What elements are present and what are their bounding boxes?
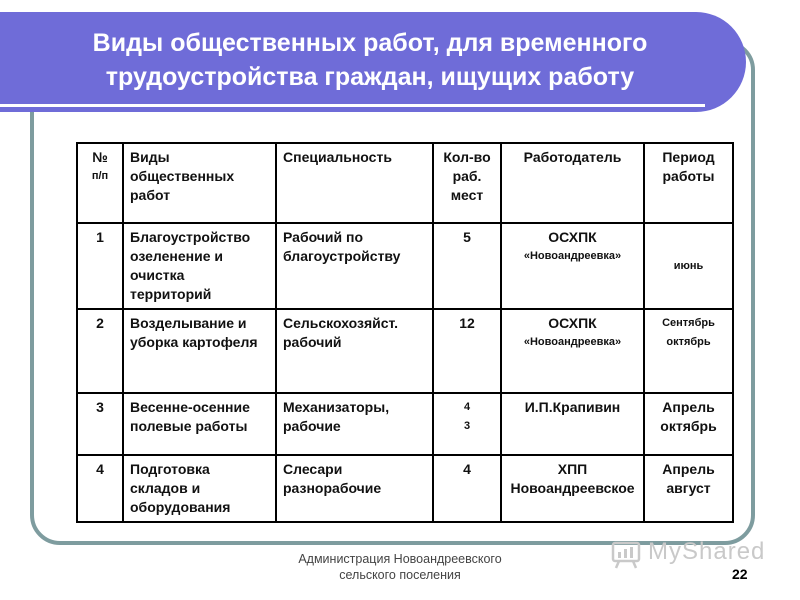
footer-line2: сельского поселения [339, 568, 461, 582]
employer-line1: ОСХПК [548, 315, 597, 331]
places-line1: 4 [463, 401, 471, 413]
row-num: 4 [77, 455, 123, 522]
page-number: 22 [732, 566, 748, 582]
row-type: Подготовка складов и оборудования [123, 455, 276, 522]
row-specialty: Сельскохозяйст. рабочий [276, 309, 433, 393]
period-line1: Апрель [662, 461, 715, 477]
row-employer [501, 223, 644, 309]
row-num: 1 [77, 223, 123, 309]
header-type: Виды общественных работ [123, 143, 276, 223]
row-places: 12 [433, 309, 501, 393]
period-line1: июнь [673, 259, 704, 272]
period-line1: Сентябрь [662, 317, 715, 329]
presentation-icon [610, 540, 644, 570]
table-row [77, 309, 733, 393]
employer-line1: ХПП [557, 461, 588, 477]
row-type: Благоустройство озеленение и очистка территорий [123, 223, 276, 309]
employer-line2: «Новоандреевка» [523, 250, 622, 262]
row-period [644, 455, 733, 522]
employer-line2: «Новоандреевка» [523, 336, 622, 348]
row-places [433, 393, 501, 455]
table-row [77, 223, 733, 309]
title-line-1: Виды общественных работ, для временного [92, 29, 648, 57]
row-employer [501, 309, 644, 393]
row-period [644, 393, 733, 455]
title-underline [0, 104, 705, 107]
header-period: Период работы [644, 143, 733, 223]
row-employer [501, 393, 644, 455]
row-places: 4 [433, 455, 501, 522]
period-line1: Апрель [662, 399, 715, 415]
header-places: Кол-во раб. мест [433, 143, 501, 223]
footer-organization [250, 551, 550, 583]
footer-line1: Администрация Новоандреевского [298, 552, 502, 566]
header-employer: Работодатель [501, 143, 644, 223]
row-num: 2 [77, 309, 123, 393]
row-places: 5 [433, 223, 501, 309]
row-period [644, 309, 733, 393]
employer-line2: Новоандреевское [510, 480, 635, 496]
header-num-line1: № [92, 149, 108, 165]
header-specialty: Специальность [276, 143, 433, 223]
public-works-table [76, 142, 734, 523]
period-line2: октябрь [666, 336, 711, 348]
employer-line1: И.П.Крапивин [524, 399, 621, 415]
employer-line1: ОСХПК [548, 229, 597, 245]
row-type: Возделывание и уборка картофеля [123, 309, 276, 393]
table-header-row [77, 143, 733, 223]
slide-title [20, 26, 720, 94]
table-row [77, 393, 733, 455]
row-employer [501, 455, 644, 522]
specialty-line1: Слесари [283, 461, 343, 477]
specialty-line2: рабочие [283, 418, 341, 434]
row-specialty: Рабочий по благоустройству [276, 223, 433, 309]
places-line2: 3 [463, 420, 471, 432]
specialty-line1: Механизаторы, [283, 399, 390, 415]
table-row [77, 455, 733, 522]
row-period [644, 223, 733, 309]
title-line-2: трудоустройства граждан, ищущих работу [105, 63, 635, 91]
watermark-text: MyShared [648, 538, 766, 565]
row-specialty [276, 393, 433, 455]
period-line2: август [666, 480, 711, 496]
header-num-line2: п/п [91, 170, 109, 182]
row-type: Весенне-осенние полевые работы [123, 393, 276, 455]
row-specialty [276, 455, 433, 522]
row-num: 3 [77, 393, 123, 455]
header-num [77, 143, 123, 223]
specialty-line2: разнорабочие [283, 480, 382, 496]
period-line2: октябрь [660, 418, 717, 434]
